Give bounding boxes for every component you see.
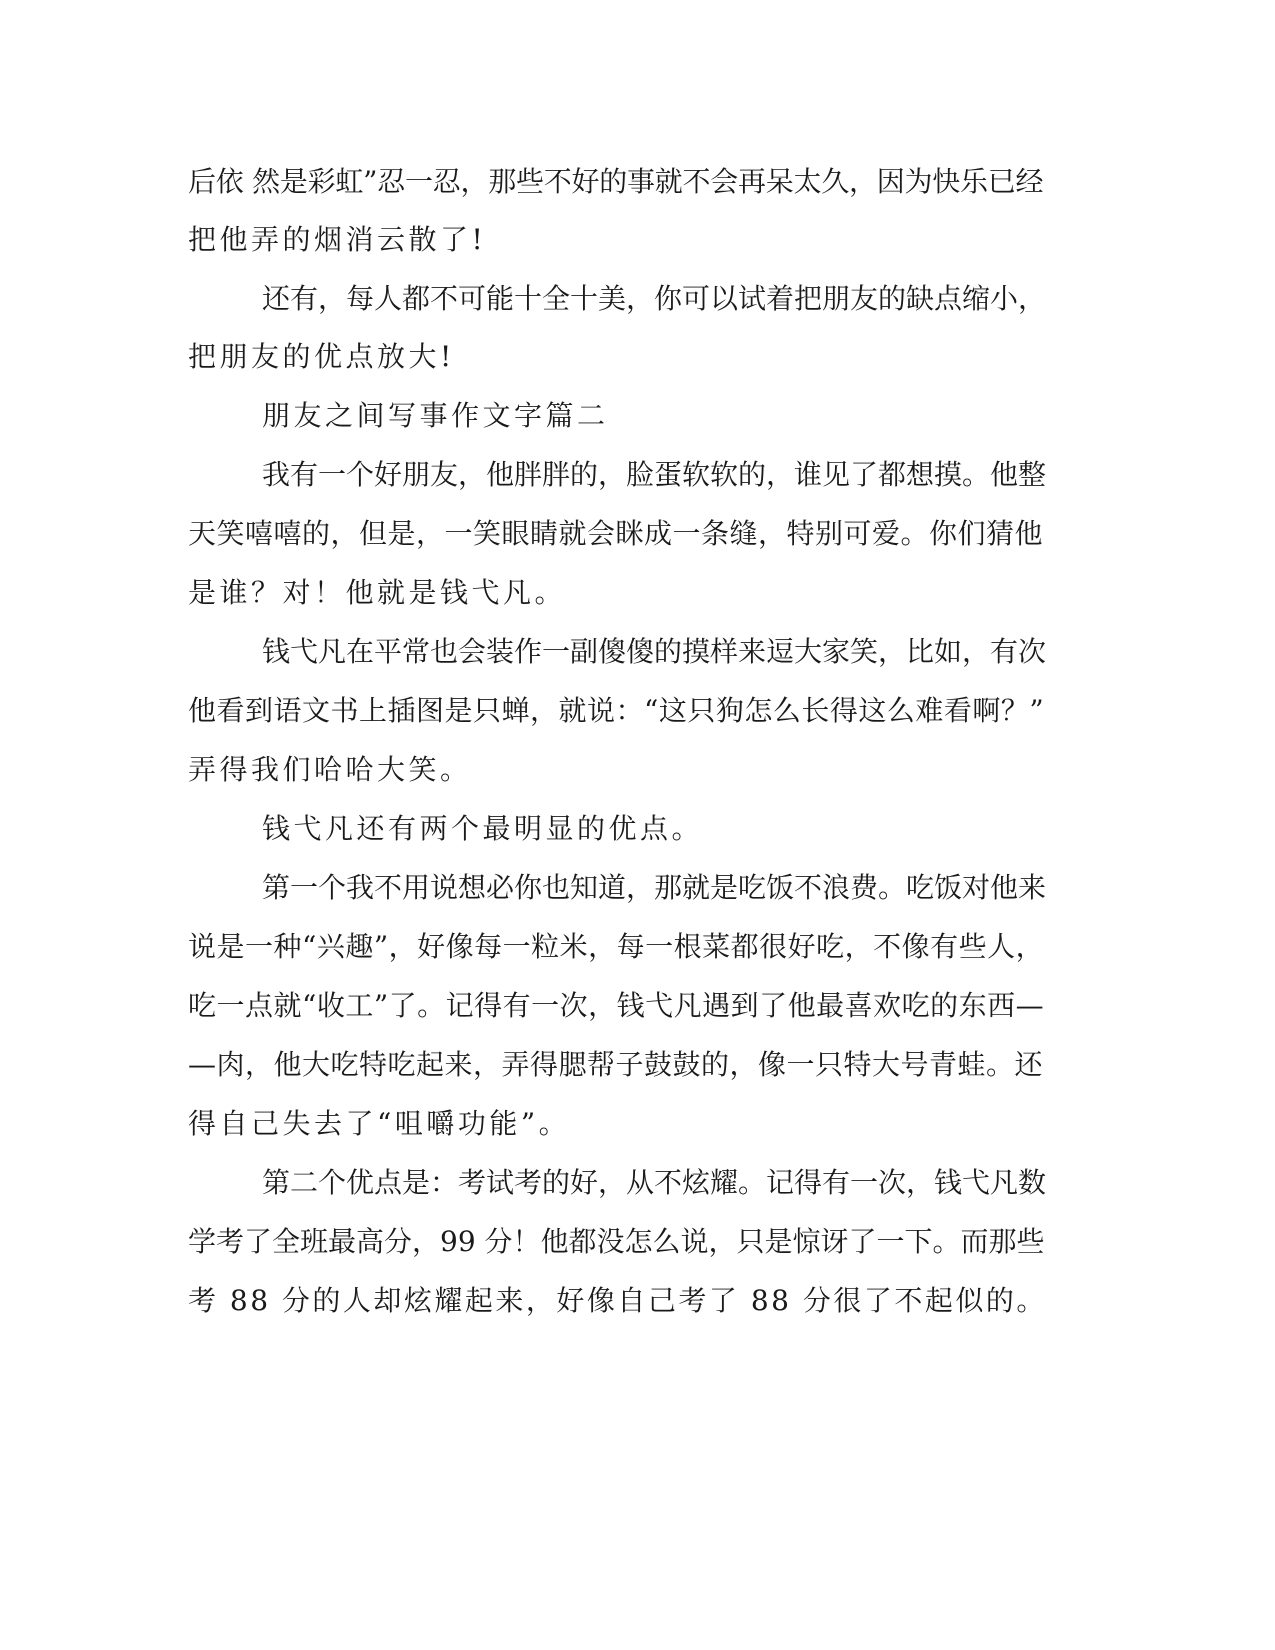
text-line: 考 88 分的人却炫耀起来，好像自己考了 88 分很了不起似的。 bbox=[188, 1284, 1047, 1317]
text-line: 天笑嘻嘻的，但是，一笑眼睛就会眯成一条缝，特别可爱。你们猜他 bbox=[188, 517, 1044, 550]
paragraph-start: 钱弋凡在平常也会装作一副傻傻的摸样来逗大家笑，比如，有次 bbox=[262, 635, 1047, 668]
section-heading: 朋友之间写事作文字篇二 bbox=[262, 399, 609, 432]
text-line: 他看到语文书上插图是只蝉，就说：“这只狗怎么长得这么难看啊？” bbox=[188, 694, 1045, 727]
text-line: 吃一点就“收工”了。记得有一次，钱弋凡遇到了他最喜欢吃的东西— bbox=[188, 989, 1045, 1022]
paragraph-start: 钱弋凡还有两个最明显的优点。 bbox=[262, 812, 704, 845]
text-line: 学考了全班最高分，99 分！他都没怎么说，只是惊讶了一下。而那些 bbox=[188, 1225, 1045, 1258]
text-line: 是谁？对！他就是钱弋凡。 bbox=[188, 576, 567, 609]
text-line: 把他弄的烟消云散了! bbox=[188, 223, 487, 256]
text-line: 后依 然是彩虹”忍一忍，那些不好的事就不会再呆太久，因为快乐已经 bbox=[188, 165, 1044, 198]
text-line: 把朋友的优点放大! bbox=[188, 340, 455, 373]
text-line: 说是一种“兴趣”，好像每一粒米，每一根菜都很好吃，不像有些人， bbox=[188, 930, 1045, 963]
paragraph-start: 第二个优点是：考试考的好，从不炫耀。记得有一次，钱弋凡数 bbox=[262, 1166, 1047, 1199]
paragraph-start: 我有一个好朋友，他胖胖的，脸蛋软软的，谁见了都想摸。他整 bbox=[262, 458, 1047, 491]
paragraph-start: 还有，每人都不可能十全十美，你可以试着把朋友的缺点缩小， bbox=[262, 282, 1047, 315]
paragraph-start: 第一个我不用说想必你也知道，那就是吃饭不浪费。吃饭对他来 bbox=[262, 871, 1047, 904]
text-line: —肉，他大吃特吃起来，弄得腮帮子鼓鼓的，像一只特大号青蛙。还 bbox=[188, 1048, 1044, 1081]
text-line: 弄得我们哈哈大笑。 bbox=[188, 753, 472, 786]
text-line: 得自己失去了“咀嚼功能”。 bbox=[188, 1107, 571, 1140]
